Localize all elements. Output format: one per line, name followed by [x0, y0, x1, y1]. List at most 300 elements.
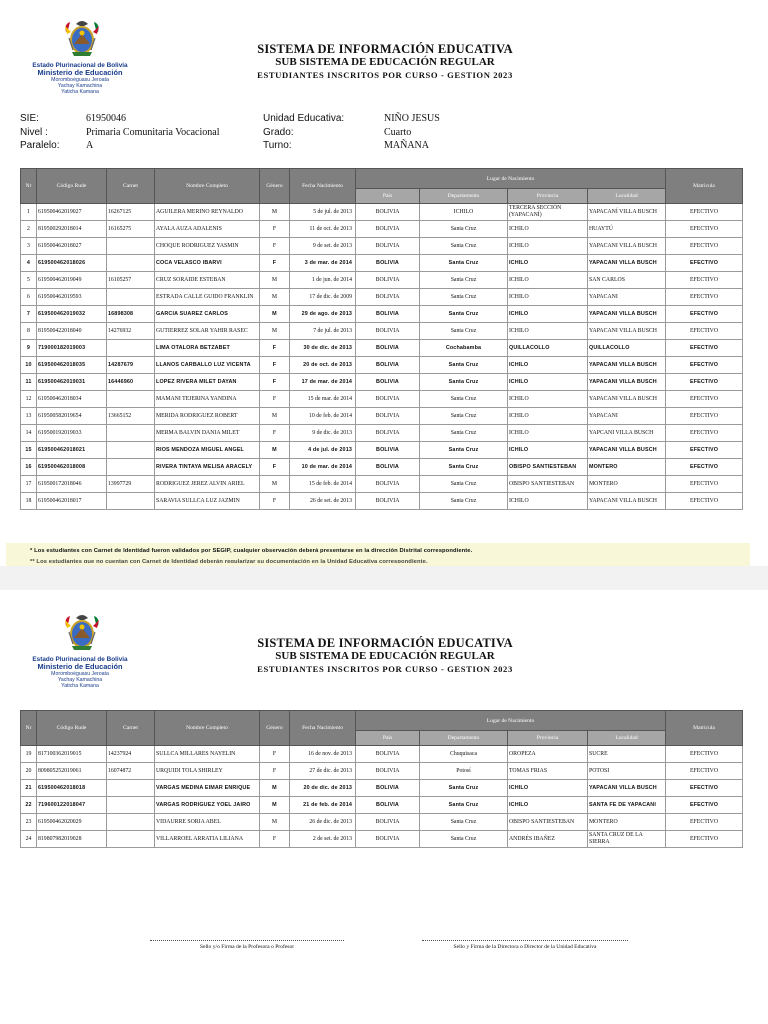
- enrollment-status: EFECTIVO: [666, 238, 743, 255]
- col-header-nombre: Nombre Completo: [155, 711, 260, 746]
- table-row: [21, 391, 743, 408]
- student-rude: 619500462019049: [37, 272, 107, 289]
- birth-country: BOLIVIA: [356, 204, 420, 221]
- unidad-label: Unidad Educativa:: [263, 113, 345, 124]
- report-header: [200, 42, 570, 81]
- paralelo-label: Paralelo:: [20, 140, 60, 151]
- student-birthdate: 27 de dic. de 2013: [290, 763, 356, 780]
- student-rude: 817100362019015: [37, 746, 107, 763]
- student-rude: 619500192019033: [37, 425, 107, 442]
- student-gender: F: [260, 425, 290, 442]
- col-header-nro: Nr: [21, 169, 37, 204]
- students-table-body: [21, 746, 743, 848]
- student-rude: 619500462020029: [37, 814, 107, 831]
- student-name: LLANOS CARBALLO LUZ VICENTA: [155, 357, 260, 374]
- student-carnet: [107, 391, 155, 408]
- birth-country: BOLIVIA: [356, 272, 420, 289]
- student-birthdate: 26 de dic. de 2013: [290, 814, 356, 831]
- student-rude: 619500582019654: [37, 408, 107, 425]
- student-gender: M: [260, 780, 290, 797]
- student-name: AYALA AUZA ADALENIS: [155, 221, 260, 238]
- student-carnet: 16446960: [107, 374, 155, 391]
- logo-line-1: Estado Plurinacional de Bolivia: [32, 656, 128, 663]
- student-number: 19: [21, 746, 37, 763]
- student-name: COCA VELASCO IBARVI: [155, 255, 260, 272]
- table-row: [21, 340, 743, 357]
- student-birthdate: 15 de mar. de 2014: [290, 391, 356, 408]
- birth-locality: QUILLACOLLO: [588, 340, 666, 357]
- birth-province: ICHILO: [508, 272, 588, 289]
- col-header-fecha: Fecha Nacimiento: [290, 169, 356, 204]
- birth-locality: SAN CARLOS: [588, 272, 666, 289]
- teacher-signature-label: Sello y/o Firma de la Profesora o Profesor: [199, 944, 295, 950]
- birth-country: BOLIVIA: [356, 323, 420, 340]
- birth-province: OROPEZA: [508, 746, 588, 763]
- student-number: 3: [21, 238, 37, 255]
- table-row: [21, 493, 743, 510]
- validation-note-line-1: * Los estudiantes con Carnet de Identidad fueron validados por SEGIP, cualquier observación deberá presentarse en la dirección Distrital correspondiente.: [30, 548, 473, 554]
- birth-locality: YAPACANI VILLA BUSCH: [588, 238, 666, 255]
- birth-locality: HUAYTÚ: [588, 221, 666, 238]
- birth-country: BOLIVIA: [356, 442, 420, 459]
- birth-department: Santa Cruz: [420, 442, 508, 459]
- student-rude: 819500292018014: [37, 221, 107, 238]
- student-number: 17: [21, 476, 37, 493]
- nivel-value: Primaria Comunitaria Vocacional: [86, 126, 220, 138]
- birth-locality: YAPACANI: [588, 289, 666, 306]
- student-gender: F: [260, 763, 290, 780]
- birth-province: ANDRÉS IBAÑEZ: [508, 831, 588, 848]
- student-gender: M: [260, 289, 290, 306]
- student-birthdate: 16 de nov. de 2013: [290, 746, 356, 763]
- table-row: [21, 814, 743, 831]
- enrollment-status: EFECTIVO: [666, 374, 743, 391]
- report-subtitle: SUB SISTEMA DE EDUCACIÓN REGULAR: [275, 56, 495, 68]
- student-birthdate: 26 de set. de 2013: [290, 493, 356, 510]
- student-name: SARAVIA SULLCA LUZ JAZMIN: [155, 493, 260, 510]
- student-rude: 619500462018017: [37, 493, 107, 510]
- student-birthdate: 10 de mar. de 2014: [290, 459, 356, 476]
- report-title: SISTEMA DE INFORMACIÓN EDUCATIVA: [257, 42, 513, 56]
- student-gender: M: [260, 476, 290, 493]
- enrollment-status: EFECTIVO: [666, 425, 743, 442]
- birth-department: Santa Cruz: [420, 272, 508, 289]
- enrollment-status: EFECTIVO: [666, 306, 743, 323]
- student-gender: F: [260, 746, 290, 763]
- birth-province: QUILLACOLLO: [508, 340, 588, 357]
- student-rude: 819807982019028: [37, 831, 107, 848]
- student-carnet: 16165275: [107, 221, 155, 238]
- col-header-localidad: Localidad: [588, 189, 666, 204]
- student-birthdate: 21 de feb. de 2014: [290, 797, 356, 814]
- birth-locality: YAPACANI: [588, 408, 666, 425]
- birth-department: Santa Cruz: [420, 797, 508, 814]
- birth-locality: YAPACANI VILLA BUSCH: [588, 255, 666, 272]
- logo-line-5: Yaticha Kamana: [61, 682, 99, 689]
- students-table-body: [21, 204, 743, 510]
- student-name: ESTRADA CALLE GUIDO FRANKLIN: [155, 289, 260, 306]
- student-carnet: 16898308: [107, 306, 155, 323]
- student-number: 1: [21, 204, 37, 221]
- col-header-fecha: Fecha Nacimiento: [290, 711, 356, 746]
- student-birthdate: 20 de oct. de 2013: [290, 357, 356, 374]
- student-number: 10: [21, 357, 37, 374]
- birth-locality: YAPACANI VILLA BUSCH: [588, 374, 666, 391]
- student-gender: M: [260, 323, 290, 340]
- table-row: [21, 459, 743, 476]
- report-name: ESTUDIANTES INSCRITOS POR CURSO - GESTION 2023: [257, 664, 513, 674]
- birth-province: ICHILO: [508, 425, 588, 442]
- birth-province: ICHILO: [508, 323, 588, 340]
- birth-country: BOLIVIA: [356, 459, 420, 476]
- birth-province: ICHILO: [508, 289, 588, 306]
- turno-label: Turno:: [263, 140, 292, 151]
- student-birthdate: 15 de feb. de 2014: [290, 476, 356, 493]
- validation-note: [6, 543, 750, 566]
- student-number: 6: [21, 289, 37, 306]
- table-row: [21, 408, 743, 425]
- student-carnet: [107, 340, 155, 357]
- logo-line-4: Yachay Kamachina: [57, 676, 103, 683]
- col-header-provincia: Provincia: [508, 189, 588, 204]
- student-birthdate: 10 de feb. de 2014: [290, 408, 356, 425]
- birth-country: BOLIVIA: [356, 476, 420, 493]
- logo-line-3: Moromboéguasu Jeroata: [51, 670, 109, 677]
- birth-locality: POTOSI: [588, 763, 666, 780]
- student-gender: M: [260, 797, 290, 814]
- bolivia-coat-of-arms-icon: [62, 612, 102, 656]
- student-gender: F: [260, 255, 290, 272]
- birth-locality: SUCRE: [588, 746, 666, 763]
- student-name: VARGAS RODRIGUEZ YOEL JAIRO: [155, 797, 260, 814]
- birth-country: BOLIVIA: [356, 493, 420, 510]
- turno-value: MAÑANA: [384, 140, 429, 151]
- grado-value: Cuarto: [384, 126, 412, 138]
- student-gender: M: [260, 408, 290, 425]
- ministry-logo: [24, 612, 136, 702]
- birth-locality: YAPACANI VILLA BUSCH: [588, 357, 666, 374]
- birth-department: Santa Cruz: [420, 289, 508, 306]
- student-name: GUTIERREZ SOLAR YAHIR RASEC: [155, 323, 260, 340]
- student-name: VIDAURRE SORIA ABEL: [155, 814, 260, 831]
- col-header-carnet: Carnet: [107, 711, 155, 746]
- birth-country: BOLIVIA: [356, 374, 420, 391]
- student-carnet: [107, 493, 155, 510]
- student-name: RODRIGUEZ JEREZ ALVIN ARIEL: [155, 476, 260, 493]
- enrollment-status: EFECTIVO: [666, 763, 743, 780]
- birth-country: BOLIVIA: [356, 408, 420, 425]
- student-birthdate: 9 de set. de 2013: [290, 238, 356, 255]
- enrollment-status: EFECTIVO: [666, 204, 743, 221]
- student-carnet: [107, 442, 155, 459]
- nivel-label: Nivel :: [20, 126, 48, 138]
- table-row: [21, 746, 743, 763]
- student-rude: 619500462018026: [37, 255, 107, 272]
- student-gender: M: [260, 306, 290, 323]
- birth-locality: MONTERO: [588, 814, 666, 831]
- student-number: 11: [21, 374, 37, 391]
- student-birthdate: 1 de jun. de 2014: [290, 272, 356, 289]
- sie-label: SIE:: [20, 113, 39, 124]
- student-carnet: 14237924: [107, 746, 155, 763]
- student-number: 12: [21, 391, 37, 408]
- student-carnet: 16267125: [107, 204, 155, 221]
- student-rude: 819500422018040: [37, 323, 107, 340]
- col-header-departamento: Departamento: [420, 189, 508, 204]
- student-name: MERMA BALVIN DANIA MILET: [155, 425, 260, 442]
- birth-province: OBISPO SANTIESTEBAN: [508, 814, 588, 831]
- birth-department: Santa Cruz: [420, 323, 508, 340]
- col-header-pais: País: [356, 189, 420, 204]
- student-number: 5: [21, 272, 37, 289]
- student-name: VARGAS MEDINA EIMAR ENRIQUE: [155, 780, 260, 797]
- col-header-rude: Código Rude: [37, 711, 107, 746]
- birth-locality: SANTA FE DE YAPACANI: [588, 797, 666, 814]
- report-title: SISTEMA DE INFORMACIÓN EDUCATIVA: [257, 636, 513, 650]
- report-page-2: [0, 590, 768, 1024]
- birth-province: ICHILO: [508, 255, 588, 272]
- col-header-pais: País: [356, 731, 420, 746]
- table-row: [21, 255, 743, 272]
- student-name: GARCIA SUAREZ CARLOS: [155, 306, 260, 323]
- student-rude: 719000182019003: [37, 340, 107, 357]
- enrollment-status: EFECTIVO: [666, 831, 743, 848]
- student-birthdate: 3 de mar. de 2014: [290, 255, 356, 272]
- table-row: [21, 221, 743, 238]
- student-rude: 809805252019061: [37, 763, 107, 780]
- birth-country: BOLIVIA: [356, 221, 420, 238]
- birth-department: Santa Cruz: [420, 831, 508, 848]
- birth-province: OBISPO SANTIESTEBAN: [508, 459, 588, 476]
- student-number: 16: [21, 459, 37, 476]
- unidad-value: NIÑO JESUS: [384, 113, 440, 124]
- table-row: [21, 425, 743, 442]
- birth-country: BOLIVIA: [356, 831, 420, 848]
- student-gender: F: [260, 459, 290, 476]
- student-number: 13: [21, 408, 37, 425]
- table-row: [21, 374, 743, 391]
- birth-department: Potosí: [420, 763, 508, 780]
- enrollment-status: EFECTIVO: [666, 459, 743, 476]
- col-header-localidad: Localidad: [588, 731, 666, 746]
- report-subtitle: SUB SISTEMA DE EDUCACIÓN REGULAR: [275, 650, 495, 662]
- birth-department: Santa Cruz: [420, 374, 508, 391]
- birth-province: ICHILO: [508, 357, 588, 374]
- student-gender: F: [260, 221, 290, 238]
- student-name: URQUIDI TOLA SHIRLEY: [155, 763, 260, 780]
- student-birthdate: 4 de jul. de 2013: [290, 442, 356, 459]
- student-gender: M: [260, 272, 290, 289]
- student-name: LIMA OTALORA BETZABET: [155, 340, 260, 357]
- enrollment-status: EFECTIVO: [666, 442, 743, 459]
- student-gender: F: [260, 391, 290, 408]
- birth-department: Santa Cruz: [420, 357, 508, 374]
- student-carnet: 16074872: [107, 763, 155, 780]
- birth-locality: SANTA CRUZ DE LA SIERRA: [588, 831, 666, 848]
- col-header-lugar: Lugar de Nacimiento: [356, 711, 666, 731]
- enrollment-status: EFECTIVO: [666, 797, 743, 814]
- student-gender: M: [260, 442, 290, 459]
- birth-department: Cochabamba: [420, 340, 508, 357]
- birth-department: Santa Cruz: [420, 306, 508, 323]
- student-name: VILLARROEL ARRATIA LILIANA: [155, 831, 260, 848]
- student-number: 2: [21, 221, 37, 238]
- student-rude: 619500462019593: [37, 289, 107, 306]
- student-name: CHOQUE RODRIGUEZ YASMIN: [155, 238, 260, 255]
- report-header: [200, 636, 570, 675]
- birth-province: ICHILO: [508, 306, 588, 323]
- student-number: 8: [21, 323, 37, 340]
- student-number: 9: [21, 340, 37, 357]
- student-birthdate: 2 de set. de 2013: [290, 831, 356, 848]
- student-carnet: 14287679: [107, 357, 155, 374]
- birth-department: ICHILO: [420, 204, 508, 221]
- birth-country: BOLIVIA: [356, 797, 420, 814]
- logo-line-2: Ministerio de Educación: [37, 68, 123, 78]
- birth-department: Santa Cruz: [420, 814, 508, 831]
- student-rude: 619500462019027: [37, 204, 107, 221]
- student-carnet: [107, 831, 155, 848]
- enrollment-status: EFECTIVO: [666, 408, 743, 425]
- birth-department: Santa Cruz: [420, 391, 508, 408]
- col-header-carnet: Carnet: [107, 169, 155, 204]
- students-table: [20, 710, 743, 848]
- enrollment-status: EFECTIVO: [666, 476, 743, 493]
- student-rude: 619500462018021: [37, 442, 107, 459]
- table-row: [21, 323, 743, 340]
- student-carnet: 14276932: [107, 323, 155, 340]
- logo-line-4: Yachay Kamachina: [57, 82, 103, 89]
- birth-country: BOLIVIA: [356, 357, 420, 374]
- student-name: SULLCA MILLARES NAYELIN: [155, 746, 260, 763]
- enrollment-status: EFECTIVO: [666, 272, 743, 289]
- student-carnet: [107, 238, 155, 255]
- col-header-matricula: Matricula: [666, 169, 743, 204]
- birth-province: ICHILO: [508, 780, 588, 797]
- student-rude: 619500462018035: [37, 357, 107, 374]
- birth-locality: YAPACANI VILLA BUSCH: [588, 780, 666, 797]
- table-row: [21, 306, 743, 323]
- birth-province: TOMAS FRIAS: [508, 763, 588, 780]
- student-rude: 619500462019031: [37, 374, 107, 391]
- birth-locality: YAPCANI VILLA BUSCH: [588, 425, 666, 442]
- student-carnet: 13997729: [107, 476, 155, 493]
- director-signature: [422, 940, 628, 950]
- student-birthdate: 20 de dic. de 2013: [290, 780, 356, 797]
- student-carnet: [107, 814, 155, 831]
- student-number: 15: [21, 442, 37, 459]
- student-gender: F: [260, 493, 290, 510]
- birth-department: Santa Cruz: [420, 255, 508, 272]
- birth-province: ICHILO: [508, 374, 588, 391]
- sie-value: 61950046: [86, 113, 126, 124]
- student-name: CRUZ SORAIDE ESTEBAN: [155, 272, 260, 289]
- bolivia-coat-of-arms-icon: [62, 18, 102, 62]
- student-carnet: 16105257: [107, 272, 155, 289]
- birth-locality: YAPACANÍ VILLA BUSCH: [588, 204, 666, 221]
- enrollment-status: EFECTIVO: [666, 323, 743, 340]
- table-row: [21, 763, 743, 780]
- student-number: 20: [21, 763, 37, 780]
- students-table: [20, 168, 743, 510]
- director-signature-label: Sello y Firma de la Directora o Director de la Unidad Educativa: [453, 944, 597, 950]
- student-number: 14: [21, 425, 37, 442]
- student-name: RIOS MENDOZA MIGUEL ANGEL: [155, 442, 260, 459]
- birth-country: BOLIVIA: [356, 391, 420, 408]
- course-info: [20, 113, 760, 154]
- birth-department: Chuquisaca: [420, 746, 508, 763]
- table-row: [21, 289, 743, 306]
- student-number: 4: [21, 255, 37, 272]
- student-carnet: [107, 255, 155, 272]
- table-row: [21, 357, 743, 374]
- table-row: [21, 797, 743, 814]
- student-gender: F: [260, 357, 290, 374]
- student-number: 7: [21, 306, 37, 323]
- birth-province: ICHILO: [508, 442, 588, 459]
- birth-department: Santa Cruz: [420, 425, 508, 442]
- enrollment-status: EFECTIVO: [666, 391, 743, 408]
- birth-country: BOLIVIA: [356, 425, 420, 442]
- student-number: 22: [21, 797, 37, 814]
- student-carnet: [107, 425, 155, 442]
- birth-country: BOLIVIA: [356, 238, 420, 255]
- col-header-genero: Género: [260, 169, 290, 204]
- birth-province: ICHILO: [508, 408, 588, 425]
- student-birthdate: 17 de mar. de 2014: [290, 374, 356, 391]
- student-name: RIVERA TINTAYA MELISA ARACELY: [155, 459, 260, 476]
- grado-label: Grado:: [263, 126, 294, 138]
- col-header-nro: Nr: [21, 711, 37, 746]
- enrollment-status: EFECTIVO: [666, 221, 743, 238]
- birth-department: Santa Cruz: [420, 238, 508, 255]
- ministry-logo: [24, 18, 136, 108]
- birth-country: BOLIVIA: [356, 255, 420, 272]
- teacher-signature: [150, 940, 344, 950]
- birth-department: Santa Cruz: [420, 780, 508, 797]
- report-name: ESTUDIANTES INSCRITOS POR CURSO - GESTION 2023: [257, 70, 513, 80]
- birth-province: TERCERA SECCIÓN (YAPACANÍ): [508, 204, 588, 221]
- student-gender: F: [260, 374, 290, 391]
- student-rude: 619500172018046: [37, 476, 107, 493]
- col-header-lugar: Lugar de Nacimiento: [356, 169, 666, 189]
- student-birthdate: 17 de dic. de 2009: [290, 289, 356, 306]
- signature-line: [422, 940, 628, 941]
- student-number: 21: [21, 780, 37, 797]
- table-row: [21, 204, 743, 221]
- logo-line-2: Ministerio de Educación: [37, 662, 123, 672]
- birth-department: Santa Cruz: [420, 221, 508, 238]
- student-carnet: [107, 289, 155, 306]
- student-name: LOPEZ RIVERA MILET DAYAN: [155, 374, 260, 391]
- student-rude: 719600122018047: [37, 797, 107, 814]
- student-rude: 619500462018027: [37, 238, 107, 255]
- enrollment-status: EFECTIVO: [666, 746, 743, 763]
- birth-country: BOLIVIA: [356, 340, 420, 357]
- col-header-genero: Género: [260, 711, 290, 746]
- student-birthdate: 30 de dic. de 2013: [290, 340, 356, 357]
- enrollment-status: EFECTIVO: [666, 357, 743, 374]
- student-birthdate: 7 de jul. de 2013: [290, 323, 356, 340]
- birth-locality: YAPACANI VILLA BUSCH: [588, 493, 666, 510]
- table-row: [21, 238, 743, 255]
- col-header-matricula: Matricula: [666, 711, 743, 746]
- birth-province: ICHILO: [508, 493, 588, 510]
- table-row: [21, 831, 743, 848]
- birth-country: BOLIVIA: [356, 814, 420, 831]
- paralelo-value: A: [86, 140, 94, 151]
- birth-province: ICHILO: [508, 797, 588, 814]
